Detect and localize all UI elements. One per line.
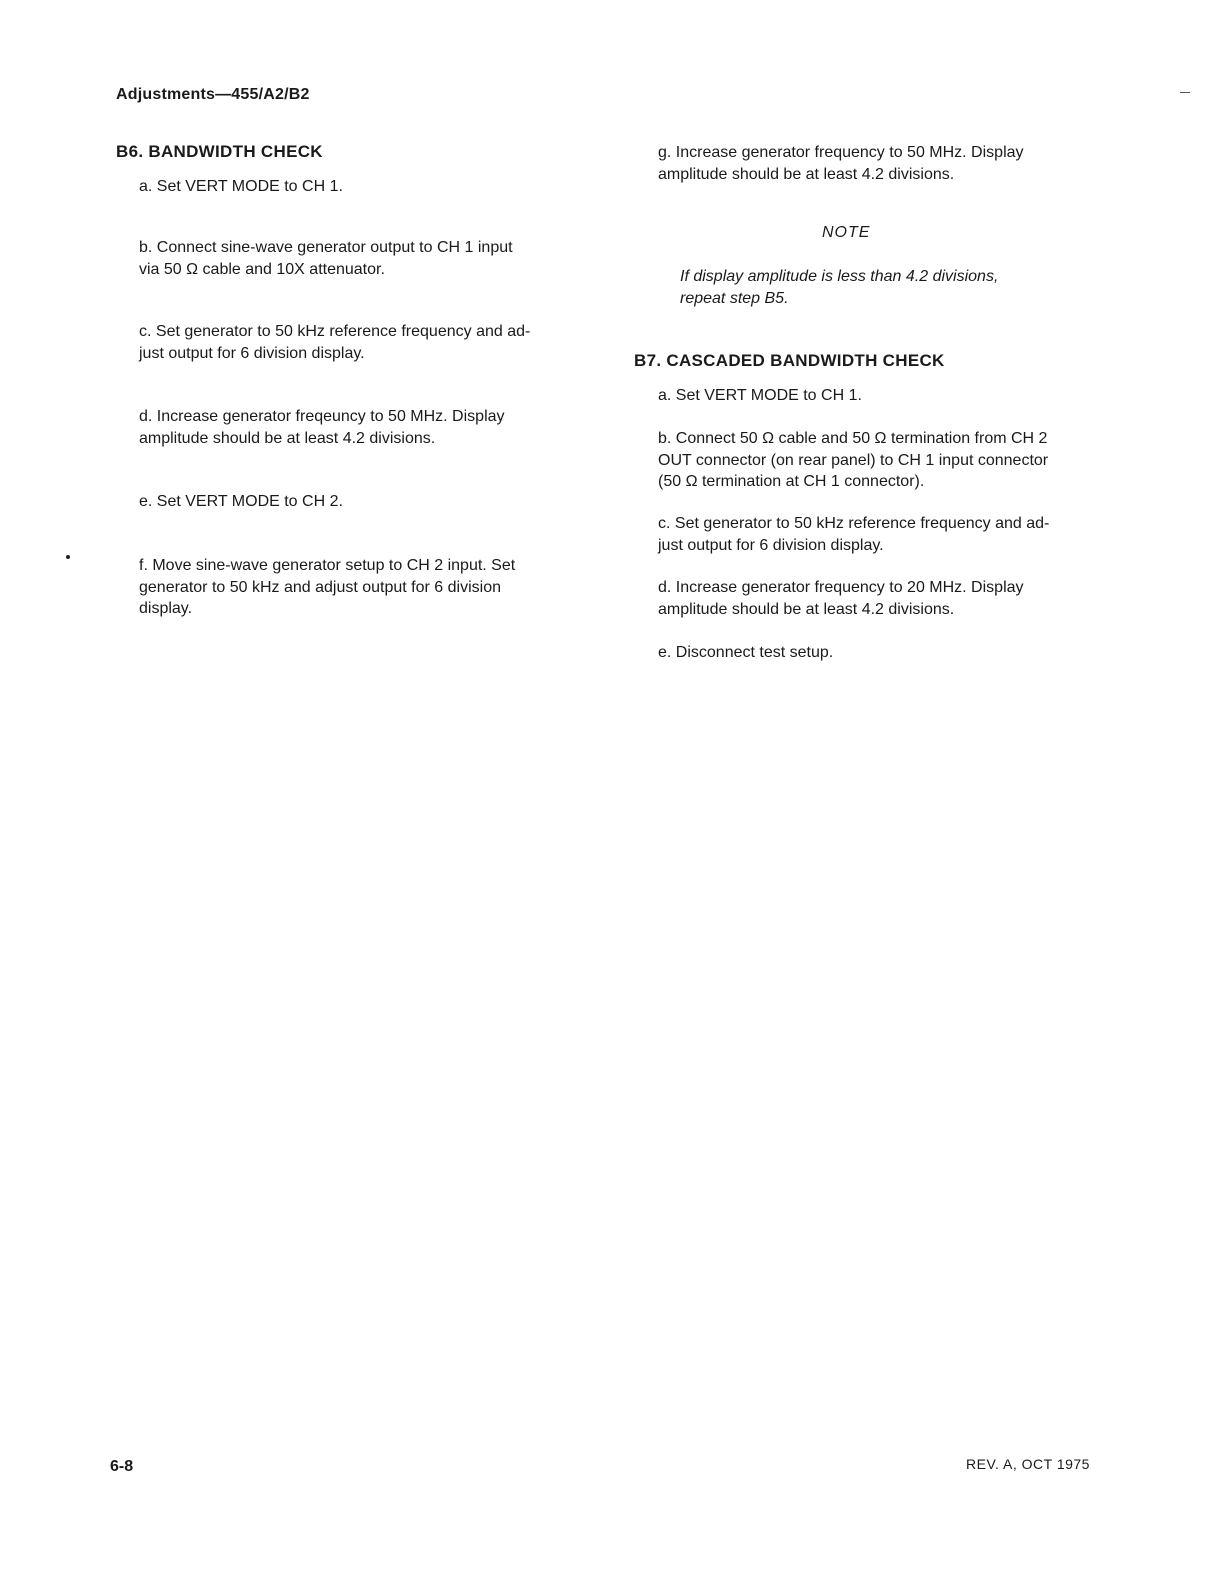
step-b7-a: a. Set VERT MODE to CH 1.: [658, 387, 862, 404]
page-number: 6-8: [110, 1458, 134, 1475]
step-b7-e: e. Disconnect test setup.: [658, 644, 834, 661]
page-header: Adjustments—455/A2/B2: [116, 86, 310, 103]
note-body: If display amplitude is less than 4.2 divisions, repeat step B5.: [680, 268, 999, 307]
revision-date: REV. A, OCT 1975: [966, 1456, 1090, 1472]
section-heading-b7: B7. CASCADED BANDWIDTH CHECK: [634, 351, 945, 370]
step-b7-c: c. Set generator to 50 kHz reference frequency and ad- just output for 6 division display.: [658, 515, 1050, 554]
margin-dot: [66, 555, 70, 559]
step-b6-a: a. Set VERT MODE to CH 1.: [139, 178, 343, 195]
section-heading-b6: B6. BANDWIDTH CHECK: [116, 142, 323, 161]
corner-mark: [1180, 92, 1190, 93]
step-b6-e: e. Set VERT MODE to CH 2.: [139, 493, 343, 510]
step-b6-c: c. Set generator to 50 kHz reference frequency and ad- just output for 6 division display.: [139, 323, 531, 362]
step-b7-d: d. Increase generator frequency to 20 MHz. Display amplitude should be at least 4.2 divisions.: [658, 579, 1024, 618]
step-b6-b: b. Connect sine-wave generator output to CH 1 input via 50 Ω cable and 10X attenuator.: [139, 239, 513, 278]
step-b7-b: b. Connect 50 Ω cable and 50 Ω termination from CH 2 OUT connector (on rear panel) to CH 1 input connector (50 Ω termination at CH 1 connector).: [658, 430, 1049, 490]
step-b6-g: g. Increase generator frequency to 50 MHz. Display amplitude should be at least 4.2 divisions.: [658, 144, 1024, 183]
note-title: NOTE: [822, 224, 871, 241]
step-b6-d: d. Increase generator freqeuncy to 50 MHz. Display amplitude should be at least 4.2 divisions.: [139, 408, 505, 447]
step-b6-f: f. Move sine-wave generator setup to CH 2 input. Set generator to 50 kHz and adjust output for 6 division display.: [139, 557, 516, 617]
